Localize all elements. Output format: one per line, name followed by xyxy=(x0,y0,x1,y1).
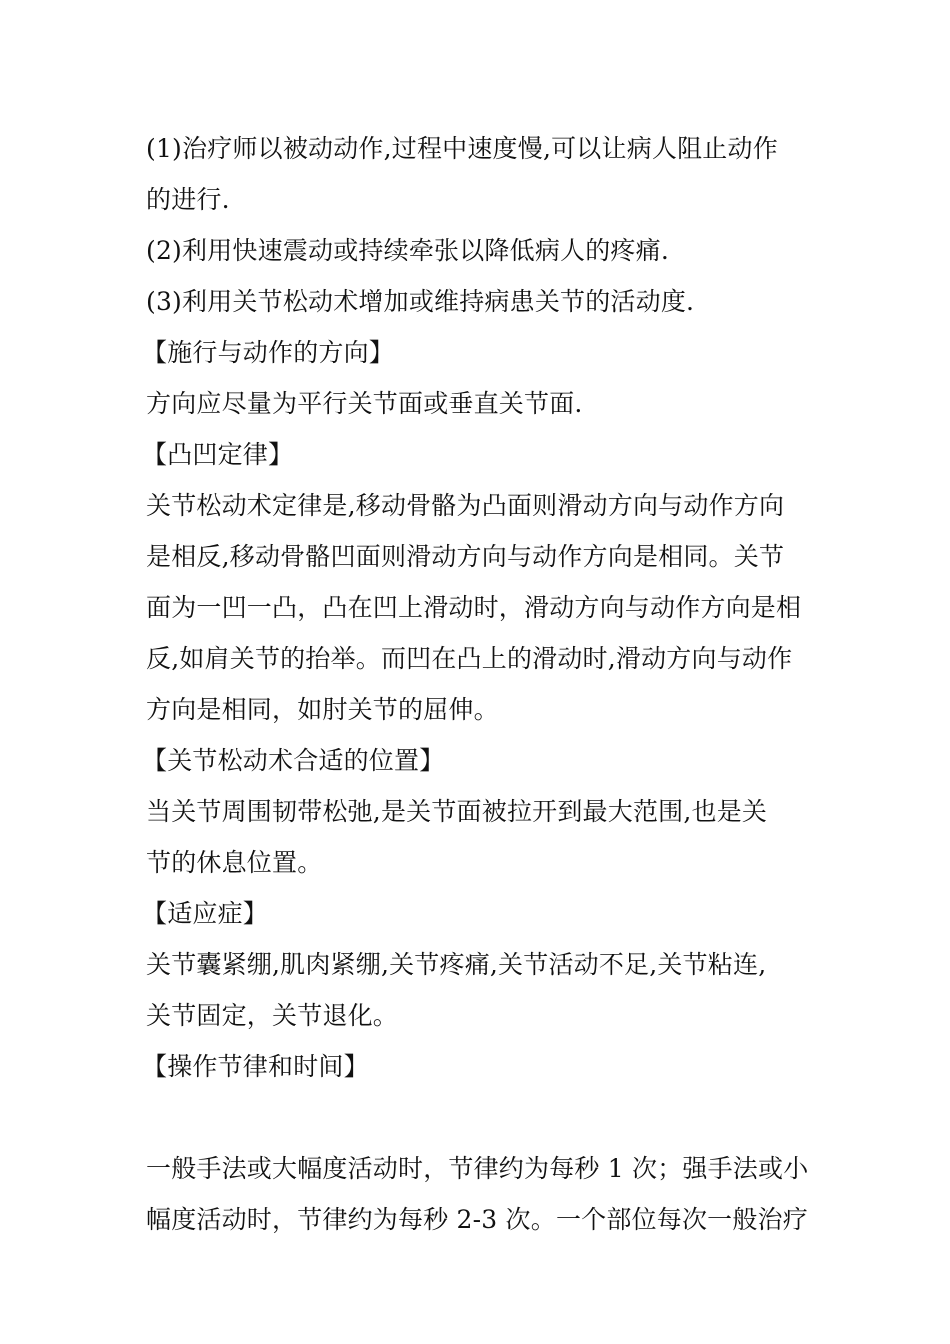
text-line: 一般手法或大幅度活动时，节律约为每秒 1 次；强手法或小 xyxy=(146,1154,809,1183)
section-heading: 【操作节律和时间】 xyxy=(142,1052,369,1081)
text-line: (2)利用快速震动或持续牵张以降低病人的疼痛. xyxy=(146,236,669,265)
text-line: 节的休息位置。 xyxy=(146,848,323,877)
text-line: 关节松动术定律是,移动骨骼为凸面则滑动方向与动作方向 xyxy=(146,491,785,520)
text-line: 反,如肩关节的抬举。而凹在凸上的滑动时,滑动方向与动作 xyxy=(146,644,793,673)
text-line: 关节囊紧绷,肌肉紧绷,关节疼痛,关节活动不足,关节粘连, xyxy=(146,950,767,979)
blank-line xyxy=(146,1099,816,1137)
text-line: (1)治疗师以被动动作,过程中速度慢,可以让病人阻止动作 xyxy=(146,134,778,163)
document-body xyxy=(142,130,816,1252)
text-line: (3)利用关节松动术增加或维持病患关节的活动度. xyxy=(146,287,695,316)
text-line: 当关节周围韧带松弛,是关节面被拉开到最大范围,也是关 xyxy=(146,797,768,826)
text-line: 是相反,移动骨骼凹面则滑动方向与动作方向是相同。关节 xyxy=(146,542,785,571)
text-line: 方向是相同，如肘关节的屈伸。 xyxy=(146,695,499,724)
text-line: 的进行. xyxy=(146,185,230,214)
section-heading: 【适应症】 xyxy=(142,899,269,928)
section-heading: 【凸凹定律】 xyxy=(142,440,294,469)
section-heading: 【施行与动作的方向】 xyxy=(142,338,395,367)
text-line: 面为一凹一凸，凸在凹上滑动时，滑动方向与动作方向是相 xyxy=(146,593,802,622)
text-line: 幅度活动时，节律约为每秒 2-3 次。一个部位每次一般治疗 xyxy=(146,1205,808,1234)
text-line: 方向应尽量为平行关节面或垂直关节面. xyxy=(146,389,583,418)
text-line: 关节固定，关节退化。 xyxy=(146,1001,399,1030)
section-heading: 【关节松动术合适的位置】 xyxy=(142,746,445,775)
